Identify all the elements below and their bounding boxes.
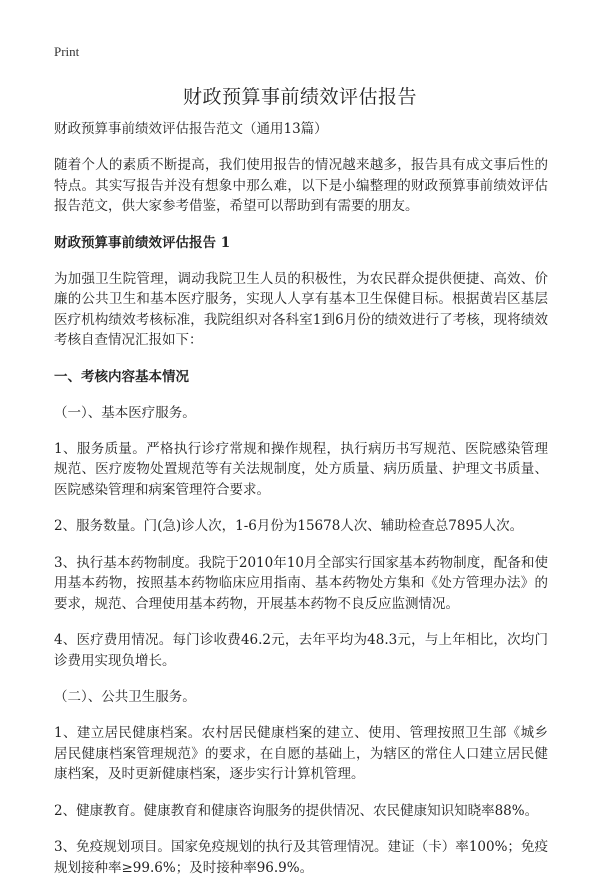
list-item: 3、执行基本药物制度。我院于2010年10月全部实行国家基本药物制度，配备和使用基本药物，按照基本药物临床应用指南、基本药物处方集和《处方管理办法》的要求，规范、合理使用基本药物，开展基本药物不良反应监测情况。 bbox=[54, 554, 548, 612]
list-item: 1、建立居民健康档案。农村居民健康档案的建立、使用、管理按照卫生部《城乡居民健康档案管理规范》的要求，在自愿的基础上，为辖区的常住人口建立居民健康档案，及时更新健康档案，逐步实行计算机管理。 bbox=[54, 725, 548, 782]
list-item: 2、健康教育。健康教育和健康咨询服务的提供情况、农民健康知识知晓率88%。 bbox=[54, 802, 539, 819]
part-heading: 一、考核内容基本情况 bbox=[54, 368, 189, 385]
list-item: 3、免疫规划项目。国家免疫规划的执行及其管理情况。建证（卡）率100%；免疫规划接种率≥99.6%；及时接种率96.9%。 bbox=[54, 839, 548, 876]
page-title: 财政预算事前绩效评估报告 bbox=[182, 86, 417, 108]
document-subtitle: 财政预算事前绩效评估报告范文（通用13篇） bbox=[54, 121, 328, 137]
section-heading: 财政预算事前绩效评估报告 1 bbox=[54, 234, 231, 251]
print-link[interactable]: Print bbox=[54, 44, 80, 59]
document-body bbox=[54, 119, 548, 894]
section-intro-paragraph: 为加强卫生院管理，调动我院卫生人员的积极性，为农民群众提供便捷、高效、价廉的公共卫生和基本医疗服务，实现人人享有基本卫生保健目标。根据黄岩区基层医疗机构绩效考核标准，我院组织对各科室1到6月份的绩效进行了考核，现将绩效考核自查情况汇报如下： bbox=[54, 270, 548, 348]
intro-paragraph: 随着个人的素质不断提高，我们使用报告的情况越来越多，报告具有成文事后性的特点。其实写报告并没有想象中那么难，以下是小编整理的财政预算事前绩效评估报告范文，供大家参考借鉴，希望可以帮助到有需要的朋友。 bbox=[54, 157, 548, 214]
subsection-heading-public-health: （二）、公共卫生服务。 bbox=[54, 689, 196, 705]
list-item: 1、服务质量。严格执行诊疗常规和操作规程，执行病历书写规范、医院感染管理规范、医疗废物处置规范等有关法规制度，处方质量、病历质量、护理文书质量、医院感染管理和病案管理符合要求。 bbox=[54, 440, 548, 498]
list-item: 2、服务数量。门(急)诊人次，1-6月份为15678人次、辅助检查总7895人次。 bbox=[54, 518, 524, 534]
list-item: 4、医疗费用情况。每门诊收费46.2元，去年平均为48.3元，与上年相比，次均门诊费用实现负增长。 bbox=[54, 632, 548, 669]
subsection-heading-basic-medical: （一）、基本医疗服务。 bbox=[54, 404, 196, 421]
